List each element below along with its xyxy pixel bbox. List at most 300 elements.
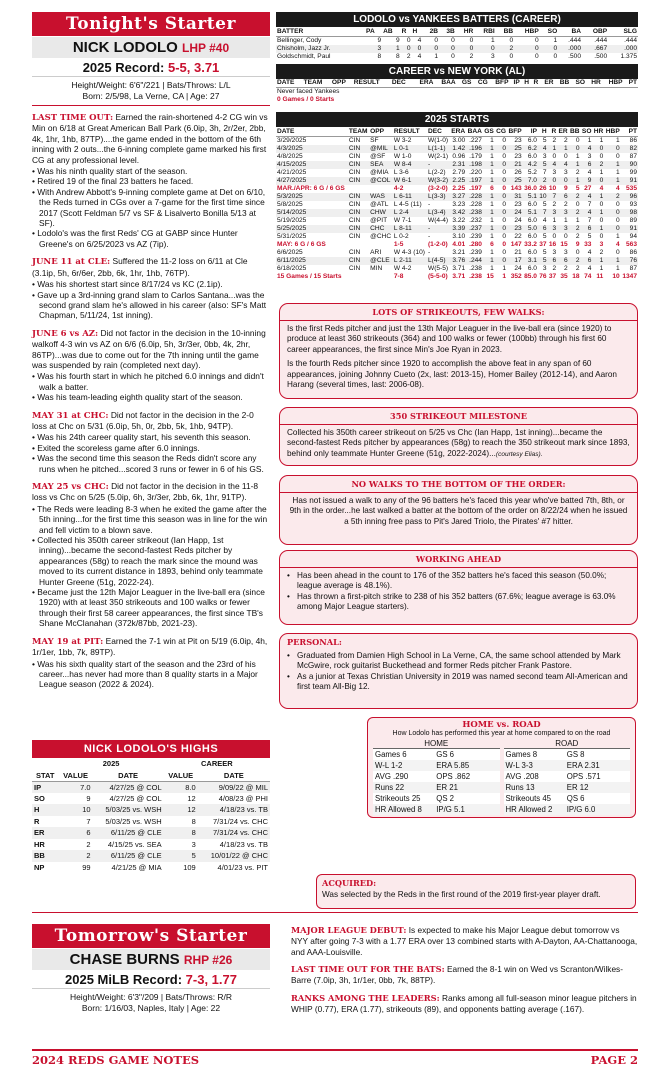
starts-cell: W 7-1: [393, 216, 412, 224]
note-bullet: • Gave up a 3rd-inning grand slam to Carlos Santana...was the second grand slam he's allowed in his career (also: SF's Matt Chapman, 5/11/24, 1st inning).: [32, 290, 270, 321]
starts-cell: 1: [599, 264, 604, 272]
starts-cell: 74: [584, 272, 592, 280]
bvp-cell: 9: [377, 36, 382, 44]
col-header: HR: [456, 27, 474, 36]
note-bullet: • The Reds were leading 8-3 when he exited the game after the 5th inning...for the first time this season was in line for the win and fell victim to a blown save.: [32, 504, 270, 535]
starts-cell: 4: [616, 240, 620, 248]
highs-cell: 6/11/25 @ CLE: [93, 850, 164, 862]
starts-cell: .227: [469, 136, 482, 144]
starts-cell: .179: [469, 152, 482, 160]
highs-row: [32, 781, 270, 793]
starts-cell: 91: [621, 177, 638, 185]
starts-cell: 18: [572, 272, 580, 280]
bvp-cell: 0: [535, 36, 539, 44]
starts-cell: 4: [542, 216, 547, 224]
note-bullet: • With Andrew Abbott's 9-inning complete game at Det on 6/10, the Reds turned in CGs over a 7-game for the first time since 2017 (Scott Feldman 5/7 vs SF & Lisalverto Bonilla 5/13 at SF).: [32, 187, 270, 229]
starts-cell: -: [427, 225, 450, 233]
starts-cell: 5: [542, 136, 547, 144]
starts-cell: [369, 241, 393, 249]
tomorrow-bio-line1: Height/Weight: 6'3"/209 | Bats/Throws: R/R: [69, 992, 233, 1002]
bvp-cell: .444: [624, 36, 637, 44]
col-header: ER: [558, 127, 568, 135]
starts-cell: 3: [552, 168, 557, 176]
starts-cell: 1347: [622, 272, 637, 280]
starts-summary-row: [276, 241, 638, 249]
highs-cell: 5/03/25 vs. WSH: [93, 804, 164, 816]
starts-cell: 5.2: [527, 168, 537, 176]
home-cell: Games 6: [375, 750, 407, 759]
starts-cell: 0: [495, 161, 507, 169]
highs-cell: 8.0: [164, 781, 198, 793]
starts-cell: 33: [584, 240, 592, 248]
starts-cell: MAR./APR: 6 G / 6 GS: [277, 184, 345, 192]
starts-cell: 1: [592, 193, 604, 201]
bvp-cell: 0: [509, 52, 514, 60]
starts-table: [276, 127, 638, 281]
starts-cell: 4: [538, 145, 548, 153]
bvp-cell: 2: [496, 45, 514, 53]
page-number: PAGE 2: [590, 1053, 638, 1067]
starts-cell: 5/3/2025: [276, 193, 348, 201]
starts-cell: 2: [564, 264, 568, 272]
starts-cell: 2: [569, 193, 581, 201]
highs-cell: 5/03/25 vs. WSH: [105, 816, 162, 826]
note-bullets: [32, 371, 270, 402]
starts-cell: 3: [542, 264, 547, 272]
highs-cell: 7.0: [59, 781, 93, 793]
starts-cell: 36.0: [524, 184, 537, 192]
starts-cell: CIN: [348, 264, 361, 272]
starts-cell: 21: [514, 248, 522, 256]
starter-bio-line2: Born: 2/5/98, La Verne, CA | Age: 27: [82, 91, 220, 101]
starts-cell: SEA: [369, 161, 393, 169]
col-header: ER: [539, 79, 554, 88]
acquired-box: [316, 874, 636, 909]
starts-cell: 1: [483, 177, 495, 185]
note-bullet: • Was his 24th career quality start, his seventh this season.: [32, 432, 270, 442]
starts-cell: CIN: [348, 152, 361, 160]
personal-bullet-2: • As a junior at Texas Christian University in 2019 was named second team All-American and first team All-Big 12.: [287, 672, 630, 693]
starts-cell: 2: [604, 193, 620, 201]
starts-cell: 27: [584, 184, 592, 192]
note-text: Suffered the 11-2 loss on 6/11 at Cle (3.1ip, 5h, 6r/6er, 2bb, 6k, 1hr, 1hb, 76TP).: [32, 256, 248, 278]
starts-cell: 0: [548, 177, 558, 185]
home-cell: AVG .290: [375, 772, 409, 781]
starts-cell: 5: [542, 200, 547, 208]
starts-cell: .238: [466, 209, 483, 217]
starts-cell: 25: [507, 145, 523, 153]
starts-cell: 6: [490, 240, 494, 248]
col-header: SO: [540, 27, 558, 36]
personal-title: PERSONAL:: [287, 637, 342, 647]
starts-cell: 1: [490, 136, 494, 144]
starts-cell: 1: [490, 264, 494, 272]
starts-row: [276, 265, 638, 273]
starts-cell: 2: [569, 209, 581, 217]
starts-cell: MIN: [370, 264, 383, 272]
col-header: SO: [570, 79, 586, 88]
starts-cell: 0: [502, 232, 507, 240]
bvp-cell: 2: [469, 52, 474, 60]
col-header: TEAM: [348, 127, 368, 135]
starts-cell: 1: [599, 168, 604, 176]
starts-cell: 0: [616, 216, 620, 224]
note-bullets: [32, 279, 270, 321]
home-row: [373, 793, 500, 804]
tomorrow-position: RHP #26: [183, 953, 233, 967]
starts-cell: 76: [621, 257, 638, 265]
starts-cell: 0: [502, 200, 507, 208]
road-cell: HR Allowed 2: [505, 805, 553, 814]
note-bullet: • Lodolo's was the first Reds' CG at GABP since Hunter Greene's on 6/25/2023 vs AZ (7ip).: [32, 228, 270, 249]
starts-cell: 0: [599, 152, 604, 160]
starts-cell: 1: [483, 193, 495, 201]
starts-cell: 352: [510, 272, 522, 280]
starts-cell: 35: [560, 272, 568, 280]
starts-cell: 147: [510, 240, 522, 248]
bvp-cell: 1: [382, 45, 400, 53]
starts-cell: 5: [538, 257, 548, 265]
road-cell: IP/G 6.0: [566, 805, 596, 814]
starts-cell: CIN: [348, 209, 369, 217]
starts-cell: CIN: [348, 145, 369, 153]
starts-cell: 0: [599, 232, 604, 240]
starts-cell: 3.27: [450, 193, 466, 201]
starts-cell: CIN: [348, 168, 361, 176]
starts-cell: 143: [510, 184, 522, 192]
col-header: RESULT: [353, 79, 391, 88]
starts-cell: (5-5-0): [427, 272, 448, 280]
starts-cell: MAY: 6 G / 6 GS: [277, 240, 326, 248]
note-paragraph: [32, 112, 270, 165]
bvp-cell: 0: [456, 45, 474, 53]
starts-cell: 5/8/2025: [277, 200, 303, 208]
starts-cell: 0: [575, 248, 580, 256]
col-header: PA: [365, 27, 382, 36]
career-vs-table: [276, 79, 638, 105]
starts-cell: 6: [490, 184, 494, 192]
starts-cell: 0: [592, 177, 604, 185]
starts-cell: 0: [502, 152, 507, 160]
highs-2025-header: 2025: [102, 759, 120, 769]
highs-cell: 7/31/24 vs. CHC: [198, 827, 270, 839]
starts-row: [276, 145, 638, 153]
bvp-cell: 0: [451, 52, 455, 60]
home-cell: Runs 22: [375, 783, 405, 792]
starts-cell: WAS: [369, 193, 393, 201]
starts-cell: 0: [616, 152, 620, 160]
starts-cell: W 6-1: [393, 177, 427, 185]
starts-cell: 0: [604, 145, 620, 153]
bvp-cell: 0: [509, 36, 514, 44]
col-header: 3B: [439, 27, 456, 36]
starts-cell: 4: [581, 193, 593, 201]
highs-cell: IP: [32, 781, 59, 793]
starts-cell: 2: [575, 168, 580, 176]
starts-cell: 4.01: [452, 240, 466, 248]
col-header: DATE: [276, 127, 348, 136]
bvp-cell: 1.375: [620, 52, 637, 60]
note-heading: JUNE 11 at CLE:: [32, 257, 111, 268]
col-header: BATTER: [276, 27, 365, 36]
road-row: [504, 760, 631, 771]
starter-record-label: 2025 Record:: [82, 60, 165, 75]
starts-cell: 82: [621, 145, 638, 153]
starts-cell: 6/6/2025: [277, 248, 303, 256]
starts-cell: 90: [621, 161, 638, 169]
bvp-cell: 3: [365, 45, 382, 53]
starts-cell: 6.2: [523, 145, 538, 153]
highs-cell: 4/01/23 vs. PIT: [217, 862, 268, 872]
bvp-cell: .000: [558, 45, 582, 53]
home-cell: IP/G 5.1: [436, 805, 465, 814]
note-bullet: • Was his sixth quality start of the season and the 23rd of his career...has never had more than 8 quality starts in a Major League season (2022 & 2024).: [32, 659, 270, 690]
ahead-bullet-2: • Has thrown a first-pitch strike to 238 of his 352 batters (67.6%; league average is 63.0% among Major League starters).: [287, 592, 630, 613]
tomorrows-starter-section: [32, 924, 270, 1017]
tomorrow-name-text: CHASE BURNS: [69, 951, 180, 968]
home-label: HOME: [373, 739, 500, 749]
starts-cell: 2: [569, 257, 581, 265]
starts-cell: 5.0: [523, 225, 538, 233]
highs-cell: 12: [164, 804, 198, 816]
starts-cell: .237: [466, 225, 483, 233]
starts-cell: 7: [542, 168, 547, 176]
starts-cell: L 4-5 (11): [393, 200, 422, 208]
starts-cell: 3.71: [452, 272, 466, 280]
starts-cell: 0: [502, 136, 507, 144]
starts-cell: 1: [616, 168, 620, 176]
bvp-cell: 2: [406, 52, 411, 60]
starts-cell: 96: [621, 193, 638, 201]
note-heading: JUNE 6 vs AZ:: [32, 328, 99, 339]
col-header: BB: [570, 127, 580, 135]
road-cell: OPS .571: [566, 772, 601, 781]
starts-cell: 0: [502, 168, 507, 176]
starts-cell: 5/14/2025: [276, 209, 348, 217]
starts-cell: 6: [581, 161, 593, 169]
starts-cell: 4: [587, 248, 592, 256]
starts-cell: 11: [596, 272, 604, 280]
starts-cell: 5: [587, 232, 592, 240]
tomorrow-record-label: 2025 MiLB Record:: [65, 972, 183, 987]
starts-cell: 23: [514, 200, 522, 208]
starts-cell: CIN: [348, 248, 361, 256]
starts-cell: 7-8: [393, 272, 404, 280]
starts-cell: 87: [629, 264, 637, 272]
col-header: ERA: [413, 79, 435, 88]
starts-cell: 4: [587, 264, 592, 272]
starts-cell: 1: [604, 177, 620, 185]
tomorrow-note-2-heading: LAST TIME OUT FOR THE BATS:: [291, 964, 445, 975]
starter-bio-line1: Height/Weight: 6'6"/221 | Bats/Throws: L/L: [71, 80, 231, 90]
starts-cell: 1-5: [393, 240, 404, 248]
col-header: CG: [496, 127, 507, 135]
starts-cell: L 3-6: [393, 168, 409, 176]
milestone-credit: (courtesy Elias).: [495, 450, 543, 458]
starts-cell: .244: [466, 257, 483, 265]
col-header: BA: [558, 27, 582, 36]
bvp-cell: 1: [434, 52, 439, 60]
starts-cell: 76: [539, 272, 547, 280]
starts-cell: CIN: [348, 216, 361, 224]
starts-cell: 23: [507, 225, 523, 233]
note-paragraph: [32, 256, 270, 278]
starts-cell: 3: [599, 240, 604, 248]
starts-cell: 1: [483, 257, 495, 265]
highs-col-header: DATE: [93, 770, 164, 782]
footer-title: 2024 REDS GAME NOTES: [32, 1053, 200, 1067]
starts-cell: CHW: [369, 209, 393, 217]
starts-cell: L(4-5): [427, 257, 450, 265]
starts-cell: 2: [592, 161, 604, 169]
starts-cell: 1: [490, 168, 494, 176]
starts-cell: .239: [469, 232, 482, 240]
starts-row: [276, 217, 638, 225]
col-header: R: [401, 27, 412, 36]
starts-cell: 7: [538, 209, 548, 217]
stats-column: [276, 12, 638, 281]
starts-cell: .197: [469, 184, 482, 192]
starts-cell: .238: [469, 272, 482, 280]
starts-cell: [369, 185, 393, 193]
col-header: OPP: [331, 79, 353, 88]
bvp-cell: .444: [594, 36, 608, 44]
bvp-cell: 4: [417, 52, 422, 60]
starts-cell: 4/8/2025: [277, 152, 303, 160]
starts-cell: 0: [599, 216, 604, 224]
note-text: Did not factor in the decision in the 10-inning walkoff 4-3 win vs AZ on 6/6 (6.0ip, 5h, 3r/3er, 0bb, 4k, 2hr, 86TP)...was due to come out for the 7th inning until the game was suspended by rain (completed next day).: [32, 327, 266, 370]
col-header: H: [411, 27, 422, 36]
home-row: [373, 771, 500, 782]
starts-cell: CIN: [348, 225, 369, 233]
home-cell: ER 21: [436, 783, 458, 792]
highs-cell: 9/09/22 @ MIL: [198, 781, 270, 793]
starts-cell: 6: [557, 257, 569, 265]
highs-cell: 6: [59, 827, 93, 839]
tomorrow-record-value: 7-3, 1.77: [185, 972, 237, 987]
starts-cell: 5: [575, 184, 580, 192]
starts-cell: 15 Games / 15 Starts: [277, 272, 342, 280]
starts-cell: CIN: [348, 161, 369, 169]
starts-cell: 0: [564, 152, 568, 160]
starts-cell: 3: [552, 248, 557, 256]
starts-row: [276, 136, 638, 145]
starts-cell: @CLE: [369, 257, 393, 265]
starts-cell: 0: [564, 232, 568, 240]
col-header: H: [538, 127, 548, 136]
starts-cell: .198: [466, 161, 483, 169]
tomorrow-note-3: [291, 993, 638, 1015]
note-bullets: [32, 166, 270, 249]
starts-cell: .280: [469, 240, 482, 248]
tomorrow-name: [32, 949, 270, 970]
starts-cell: [369, 273, 393, 281]
home-row: [373, 782, 500, 793]
bvp-title: LODOLO vs YANKEES BATTERS (CAREER): [276, 12, 638, 27]
col-header: DEC: [427, 127, 450, 136]
starts-cell: 1: [587, 136, 592, 144]
starts-cell: 6.0: [527, 264, 537, 272]
col-header: AB: [382, 27, 400, 36]
starts-cell: 22: [514, 232, 522, 240]
col-header: CG: [472, 79, 488, 88]
col-header: PT: [621, 127, 638, 136]
home-row: [373, 749, 500, 760]
strikeouts-p1: Is the first Reds pitcher and just the 13th Major Leaguer in the live-ball era (since 1920) to produce at least 360 strikeouts (364) and 100 walks or fewer (100bb) through his first 60 career appearances, the first since Min's Joe Ryan in 2023.: [287, 323, 612, 354]
starts-cell: 0: [495, 257, 507, 265]
note-bullet: • Was his shortest start since 8/17/24 vs KC (2.1ip).: [32, 279, 270, 289]
starts-cell: 1: [548, 145, 558, 153]
starts-cell: .220: [469, 168, 482, 176]
starts-cell: 6/11/2025: [276, 257, 348, 265]
highs-row: [32, 793, 270, 805]
starts-cell: 3: [548, 209, 558, 217]
starts-cell: CIN: [348, 257, 369, 265]
note-bullet: • Was his fourth start in which he pitched 6.0 innings and didn't walk a batter.: [32, 371, 270, 392]
starts-cell: L(3-4): [427, 209, 450, 217]
starts-row: [276, 201, 638, 209]
starts-cell: 86: [629, 136, 637, 144]
starts-cell: 5.1: [523, 193, 538, 201]
road-row: [504, 749, 631, 760]
bvp-cell: 0: [514, 45, 540, 53]
starts-cell: 3: [557, 225, 569, 233]
note-paragraph: [32, 328, 270, 371]
strikeouts-title: LOTS OF STRIKEOUTS, FEW WALKS:: [280, 307, 637, 321]
note-heading: MAY 19 at PIT:: [32, 636, 104, 647]
highs-cell: BB: [32, 850, 59, 862]
col-header: SLG: [608, 27, 638, 36]
starter-name: [32, 37, 270, 58]
starts-cell: 2: [575, 232, 580, 240]
starts-cell: -: [427, 232, 431, 240]
starts-cell: @COL: [369, 177, 393, 185]
highs-cell: R: [34, 816, 40, 826]
starts-cell: 6.0: [527, 232, 537, 240]
starts-cell: 85.0: [524, 272, 537, 280]
starts-cell: 24: [507, 209, 523, 217]
note-bullet: • Exited the scoreless game after 6.0 innings.: [32, 443, 270, 453]
col-header: R: [530, 79, 539, 88]
starts-cell: 89: [629, 216, 637, 224]
starts-cell: 2.25: [452, 184, 466, 192]
bvp-cell: .444: [568, 36, 581, 44]
col-header: HBP: [514, 27, 540, 36]
starts-cell: 0: [557, 177, 569, 185]
starts-cell: 4/21/2025: [277, 168, 307, 176]
highs-cell: HR: [34, 839, 45, 849]
road-cell: ERA 2.31: [566, 761, 600, 770]
starts-cell: 87: [629, 152, 637, 160]
starts-cell: 1: [502, 272, 507, 280]
starts-cell: 0: [495, 145, 507, 153]
highs-cell: 4/21/25 @ MIA: [111, 862, 162, 872]
tomorrows-starter-banner: Tomorrow's Starter: [32, 924, 270, 948]
starts-cell: 0: [616, 200, 620, 208]
starts-cell: 0: [604, 225, 620, 233]
starts-cell: 6.0: [527, 216, 537, 224]
col-header: PT: [624, 79, 638, 88]
road-cell: AVG .208: [505, 772, 539, 781]
milestone-title: 350 STRIKEOUT MILESTONE: [280, 411, 637, 425]
bvp-cell: .500: [594, 52, 608, 60]
starts-cell: L 2-4: [393, 209, 427, 217]
highs-cell: 109: [183, 862, 196, 872]
road-cell: GS 8: [566, 750, 585, 759]
starts-cell: 86: [629, 248, 637, 256]
starts-cell: 3: [548, 225, 558, 233]
starts-cell: 5: [542, 232, 547, 240]
